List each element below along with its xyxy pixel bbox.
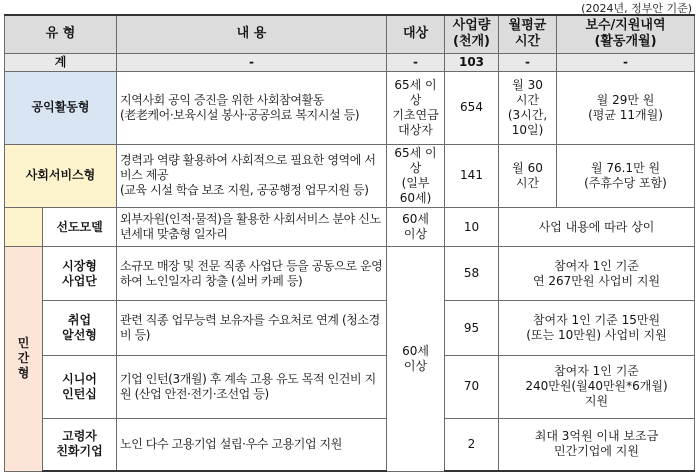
public-label: 공익활동형 bbox=[5, 71, 117, 144]
total-hours: - bbox=[499, 53, 557, 71]
total-label: 계 bbox=[5, 53, 117, 71]
pilot-label: 선도모델 bbox=[43, 208, 117, 246]
header-content: 내 용 bbox=[117, 15, 387, 53]
public-row bbox=[5, 71, 695, 144]
pilot-volume: 10 bbox=[445, 208, 499, 246]
public-hours: 월 30 시간 (3시간, 10일) bbox=[499, 71, 557, 144]
social-content: 경력과 역량 활용하여 사회적으로 필요한 영역에 서비스 제공 (교육 시설 학습 보조 지원, 공공행정 업무지원 등) bbox=[117, 144, 387, 208]
total-target: - bbox=[387, 53, 445, 71]
market-pay: 참여자 1인 기준 연 267만원 사업비 지원 bbox=[499, 246, 695, 301]
public-pay: 월 29만 원 (평균 11개월) bbox=[557, 71, 695, 144]
placement-row bbox=[5, 301, 695, 356]
social-row bbox=[5, 144, 695, 208]
market-content: 소규모 매장 및 전문 직종 사업단 등을 공동으로 운영하여 노인일자리 창출 (실버 카페 등) bbox=[117, 246, 387, 301]
public-target: 65세 이상 기초연금 대상자 bbox=[387, 71, 445, 144]
header-volume: 사업량 (천개) bbox=[445, 15, 499, 53]
pilot-row bbox=[5, 208, 695, 246]
friendly-label: 고령자 친화기업 bbox=[43, 418, 117, 471]
market-row bbox=[5, 246, 695, 301]
social-label: 사회서비스형 bbox=[5, 144, 117, 208]
private-label: 민 간 형 bbox=[5, 246, 43, 471]
pilot-pay: 사업 내용에 따라 상이 bbox=[499, 208, 695, 246]
header-type: 유 형 bbox=[5, 15, 117, 53]
friendly-row bbox=[5, 418, 695, 471]
market-label: 시장형 사업단 bbox=[43, 246, 117, 301]
internship-label: 시니어 인턴십 bbox=[43, 356, 117, 419]
basis-note: (2024년, 정부안 기준) bbox=[581, 2, 692, 15]
header-row bbox=[5, 15, 695, 53]
internship-content: 기업 인턴(3개월) 후 계속 고용 유도 목적 인건비 지원 (산업 안전·전기·조선업 등) bbox=[117, 356, 387, 419]
internship-volume: 70 bbox=[445, 356, 499, 419]
header-target: 대상 bbox=[387, 15, 445, 53]
social-volume: 141 bbox=[445, 144, 499, 208]
friendly-content: 노인 다수 고용기업 설립·우수 고용기업 지원 bbox=[117, 418, 387, 471]
placement-label: 취업 알선형 bbox=[43, 301, 117, 356]
placement-content: 관련 직종 업무능력 보유자를 수요처로 연계 (청소경비 등) bbox=[117, 301, 387, 356]
header-pay: 보수/지원내역 (활동개월) bbox=[557, 15, 695, 53]
pilot-target: 60세 이상 bbox=[387, 208, 445, 246]
social-hours: 월 60 시간 bbox=[499, 144, 557, 208]
pilot-content: 외부자원(인적·물적)을 활용한 사회서비스 분야 신노년세대 맞춤형 일자리 bbox=[117, 208, 387, 246]
internship-pay: 참여자 1인 기준 240만원(월40만원*6개월) 지원 bbox=[499, 356, 695, 419]
social-target: 65세 이상 (일부 60세) bbox=[387, 144, 445, 208]
total-pay: - bbox=[557, 53, 695, 71]
internship-row bbox=[5, 356, 695, 419]
total-content: - bbox=[117, 53, 387, 71]
public-content: 지역사회 공익 증진을 위한 사회참여활동 (老老케어·보육시설 봉사·공공의료 복지시설 등) bbox=[117, 71, 387, 144]
social-pay: 월 76.1만 원 (주휴수당 포함) bbox=[557, 144, 695, 208]
total-row bbox=[5, 53, 695, 71]
placement-volume: 95 bbox=[445, 301, 499, 356]
friendly-volume: 2 bbox=[445, 418, 499, 471]
placement-pay: 참여자 1인 기준 15만원 (또는 10만원) 사업비 지원 bbox=[499, 301, 695, 356]
private-target: 60세 이상 bbox=[387, 246, 445, 471]
friendly-pay: 최대 3억원 이내 보조금 민간기업에 지원 bbox=[499, 418, 695, 471]
total-volume: 103 bbox=[445, 53, 499, 71]
header-monthly-hours: 월평균 시간 bbox=[499, 15, 557, 53]
public-volume: 654 bbox=[445, 71, 499, 144]
senior-jobs-table bbox=[4, 14, 695, 472]
pilot-indent bbox=[5, 208, 43, 246]
market-volume: 58 bbox=[445, 246, 499, 301]
